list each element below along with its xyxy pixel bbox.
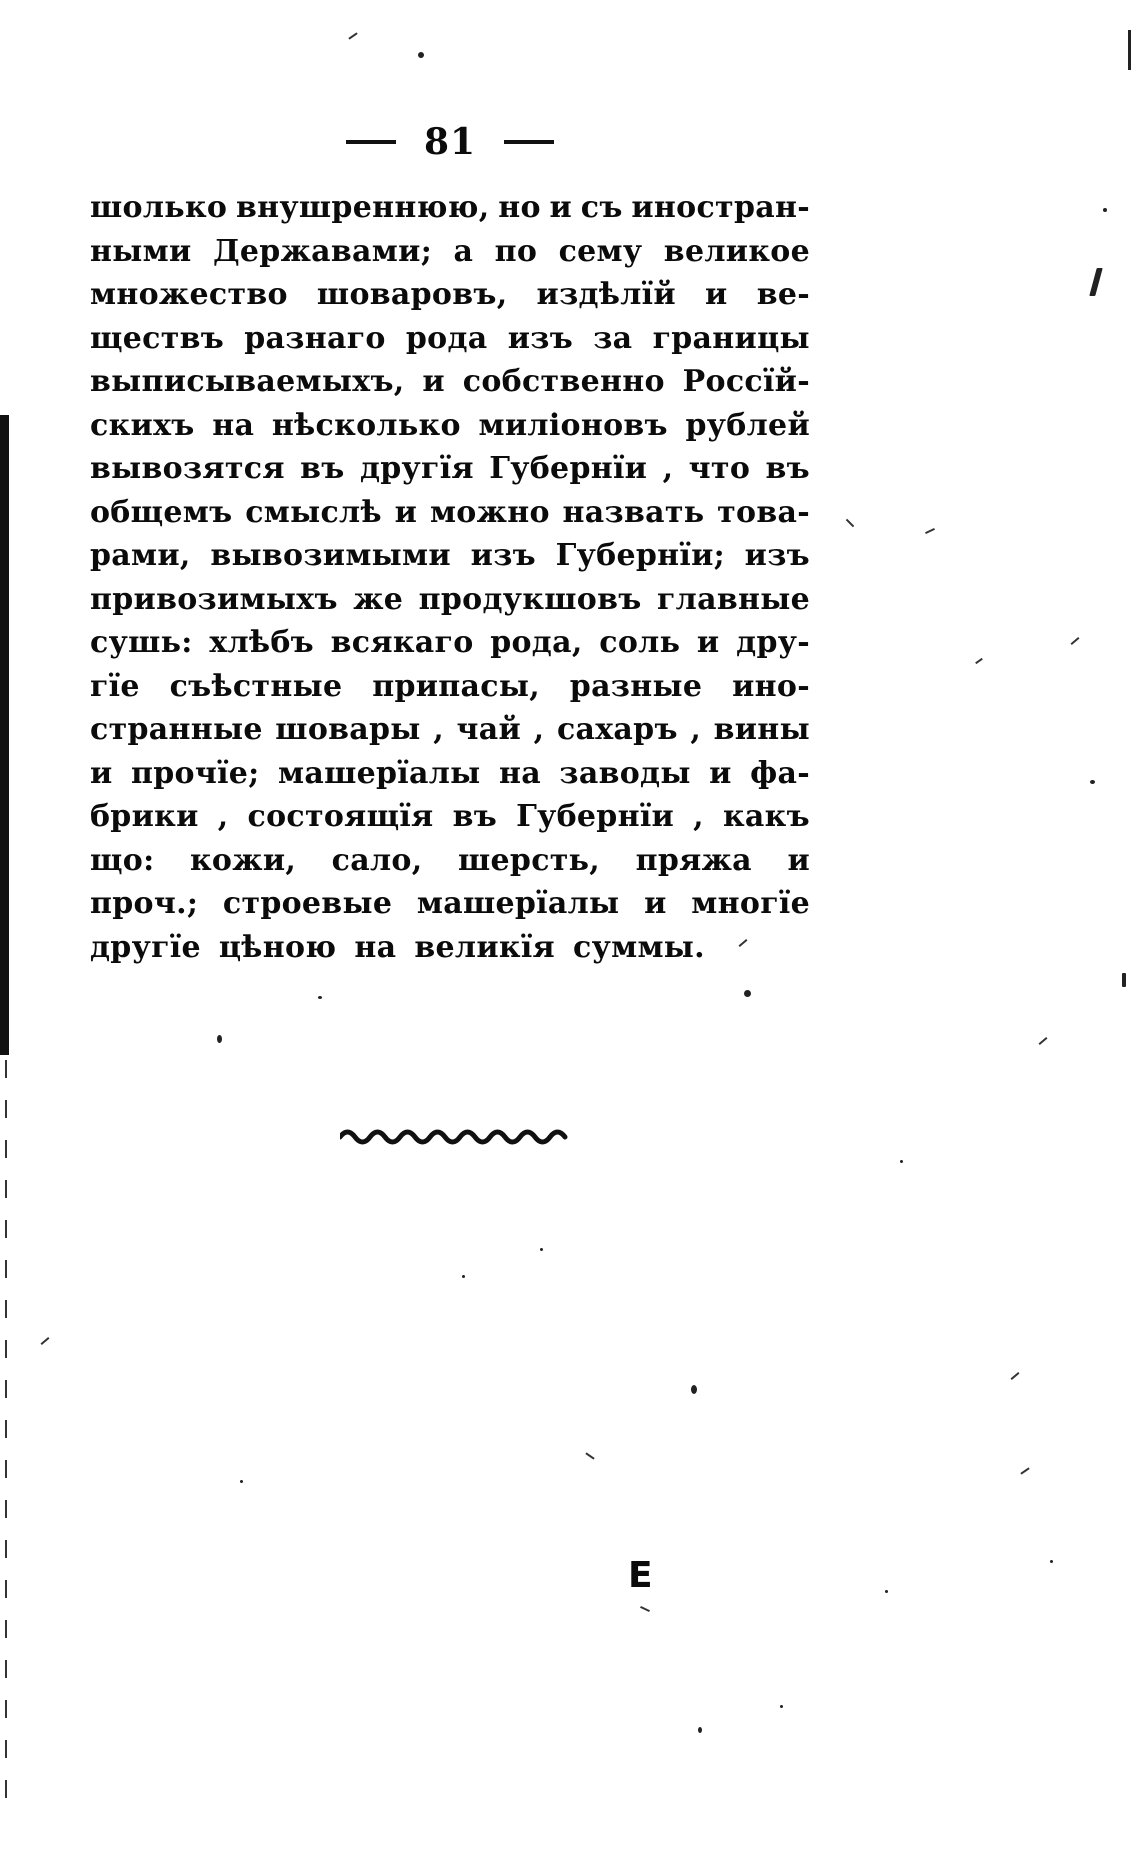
speck: [418, 52, 424, 58]
text-word: Губернїи;: [555, 538, 725, 573]
text-word: великїя: [414, 929, 556, 965]
speck: [1122, 973, 1126, 987]
text-line: [90, 451, 810, 495]
text-word: назвать: [562, 494, 705, 530]
speck: [744, 990, 751, 997]
text-line: [90, 669, 810, 713]
text-word: множество: [90, 277, 288, 312]
speck: [640, 1606, 650, 1612]
text-line: [90, 843, 810, 887]
text-word: строевые: [222, 886, 393, 921]
text-word: сахаръ: [556, 712, 678, 747]
text-word: ными: [90, 233, 192, 269]
text-word: какъ: [722, 799, 810, 834]
text-line: [90, 582, 810, 626]
text-word: собственно: [462, 364, 665, 399]
page-edge-marks: [5, 1060, 7, 1800]
text-word: въ: [452, 799, 498, 834]
text-word: и: [549, 190, 573, 225]
text-word: по: [494, 233, 538, 269]
text-word: рода: [405, 320, 488, 356]
speck: [925, 528, 935, 534]
speck: [540, 1248, 543, 1251]
text-word: за: [593, 320, 633, 356]
page-header: [330, 112, 570, 172]
text-word: рами,: [90, 538, 191, 573]
text-word: гїе: [90, 668, 140, 704]
text-word: другїе: [90, 929, 201, 965]
text-word: главные: [656, 581, 810, 617]
text-word: кожи,: [189, 842, 297, 878]
text-word: иностран-: [631, 190, 810, 225]
speck: [585, 1452, 594, 1459]
text-word: дру-: [736, 625, 810, 660]
text-word: разные: [569, 668, 703, 704]
speck: [1090, 780, 1095, 784]
text-word: вывозимыми: [210, 538, 451, 573]
speck: [698, 1727, 702, 1733]
text-word: прочїе;: [130, 755, 260, 791]
text-line: [90, 234, 810, 278]
speck: [217, 1035, 222, 1043]
text-word: шовары: [275, 712, 421, 747]
text-word: вывозятся: [90, 451, 285, 486]
text-line: [90, 495, 810, 539]
text-word: многїе: [691, 886, 810, 921]
text-word: можно: [429, 494, 550, 530]
speck: [780, 1705, 783, 1708]
text-word: разнаго: [244, 320, 386, 356]
text-word: продукшовъ: [418, 581, 642, 617]
text-word: ,: [662, 451, 674, 486]
text-line: [90, 930, 810, 974]
speck: [691, 1385, 697, 1394]
text-word: изъ: [470, 538, 536, 573]
header-dash-right: [504, 140, 554, 144]
text-line: [90, 321, 810, 365]
text-word: суммы.: [573, 929, 705, 965]
text-word: общемъ: [90, 494, 233, 530]
text-word: проч.;: [90, 886, 199, 921]
text-word: изъ: [507, 320, 574, 356]
text-line: [90, 886, 810, 930]
speck: [1128, 30, 1131, 70]
speck: [462, 1275, 465, 1278]
text-word: чай: [456, 712, 522, 747]
text-word: Губернїи: [489, 451, 648, 486]
text-word: цѣною: [218, 929, 337, 965]
text-word: това-: [717, 494, 810, 530]
text-word: состоящїя: [247, 799, 434, 834]
text-word: хлѣбъ: [209, 625, 314, 660]
text-word: съѣстные: [169, 668, 343, 704]
speck: [1050, 1560, 1053, 1563]
text-word: Губернїи: [516, 799, 675, 834]
text-word: ,: [533, 712, 545, 747]
text-word: смыслѣ: [245, 494, 382, 530]
text-word: привозимыхъ: [90, 581, 338, 617]
text-word: и: [394, 494, 418, 530]
text-word: другїя: [359, 451, 474, 486]
text-word: ,: [690, 712, 702, 747]
text-word: всякаго: [330, 625, 474, 660]
text-word: нѣсколько: [271, 407, 461, 443]
speck: [348, 32, 357, 39]
text-line: [90, 712, 810, 756]
text-word: заводы: [559, 755, 691, 791]
speck: [1071, 637, 1080, 645]
text-word: рода,: [490, 625, 583, 660]
text-word: и: [709, 755, 732, 791]
speck: [318, 996, 322, 999]
text-word: на: [212, 407, 255, 443]
text-word: сушь:: [90, 625, 193, 660]
text-line: [90, 408, 810, 452]
text-line: [90, 364, 810, 408]
speck: [1011, 1372, 1020, 1380]
text-word: странные: [90, 712, 263, 747]
speck: [1089, 268, 1103, 296]
text-word: Россїй-: [682, 364, 810, 399]
text-word: скихъ: [90, 407, 195, 443]
speck: [1103, 208, 1107, 212]
text-word: що:: [90, 842, 155, 878]
text-word: изъ: [744, 538, 810, 573]
text-word: машерїалы: [277, 755, 481, 791]
text-word: сему: [558, 233, 643, 269]
text-word: и: [422, 364, 445, 399]
text-word: и: [787, 842, 810, 878]
text-word: ,: [217, 799, 229, 834]
text-word: границы: [652, 320, 810, 356]
text-word: ,: [433, 712, 444, 747]
text-word: шолько: [90, 190, 228, 225]
text-word: но: [498, 190, 541, 225]
text-word: а: [453, 233, 474, 269]
text-word: великое: [663, 233, 810, 269]
text-line: [90, 799, 810, 843]
text-word: миліоновъ: [478, 407, 668, 443]
text-word: и: [90, 755, 113, 791]
signature-mark: E: [628, 1555, 653, 1596]
speck: [975, 658, 983, 664]
speck: [900, 1160, 903, 1163]
page-edge-shadow: [0, 415, 9, 1055]
text-word: фа-: [750, 755, 810, 791]
text-word: ино-: [732, 668, 810, 704]
text-word: брики: [90, 799, 199, 834]
text-word: шерсть,: [457, 842, 601, 878]
text-line: [90, 190, 810, 234]
text-word: внушреннюю,: [235, 190, 490, 225]
page-number: 81: [423, 121, 477, 163]
text-word: рублей: [685, 407, 810, 443]
text-word: пряжа: [635, 842, 752, 878]
ornament-rule: [340, 1125, 570, 1145]
text-word: соль: [599, 625, 681, 660]
speck: [885, 1590, 888, 1593]
text-word: шоваровъ,: [316, 277, 508, 312]
text-word: ществъ: [90, 320, 225, 356]
text-word: и: [696, 625, 720, 660]
text-word: издѣлїй: [536, 277, 676, 312]
body-text: [90, 190, 810, 973]
text-word: на: [498, 755, 541, 791]
text-word: съ: [580, 190, 623, 225]
speck: [846, 519, 854, 527]
text-line: [90, 756, 810, 800]
text-word: и: [644, 886, 667, 921]
text-word: машерїалы: [416, 886, 620, 921]
text-word: въ: [765, 451, 810, 486]
text-word: Державами;: [212, 233, 433, 269]
speck: [41, 1337, 50, 1345]
text-word: что: [688, 451, 751, 486]
text-word: выписываемыхъ,: [90, 364, 405, 399]
speck: [1039, 1037, 1048, 1045]
text-line: [90, 277, 810, 321]
text-word: припасы,: [372, 668, 540, 704]
text-line: [90, 538, 810, 582]
text-word: вины: [713, 712, 810, 747]
text-word: въ: [300, 451, 345, 486]
text-word: ве-: [756, 277, 810, 312]
speck: [240, 1480, 243, 1483]
text-word: на: [354, 929, 397, 965]
text-word: и: [705, 277, 728, 312]
text-line: [90, 625, 810, 669]
speck: [1020, 1467, 1029, 1474]
text-word: ,: [693, 799, 704, 834]
text-word: сало,: [331, 842, 423, 878]
header-dash-left: [346, 140, 396, 144]
text-word: же: [353, 581, 404, 617]
